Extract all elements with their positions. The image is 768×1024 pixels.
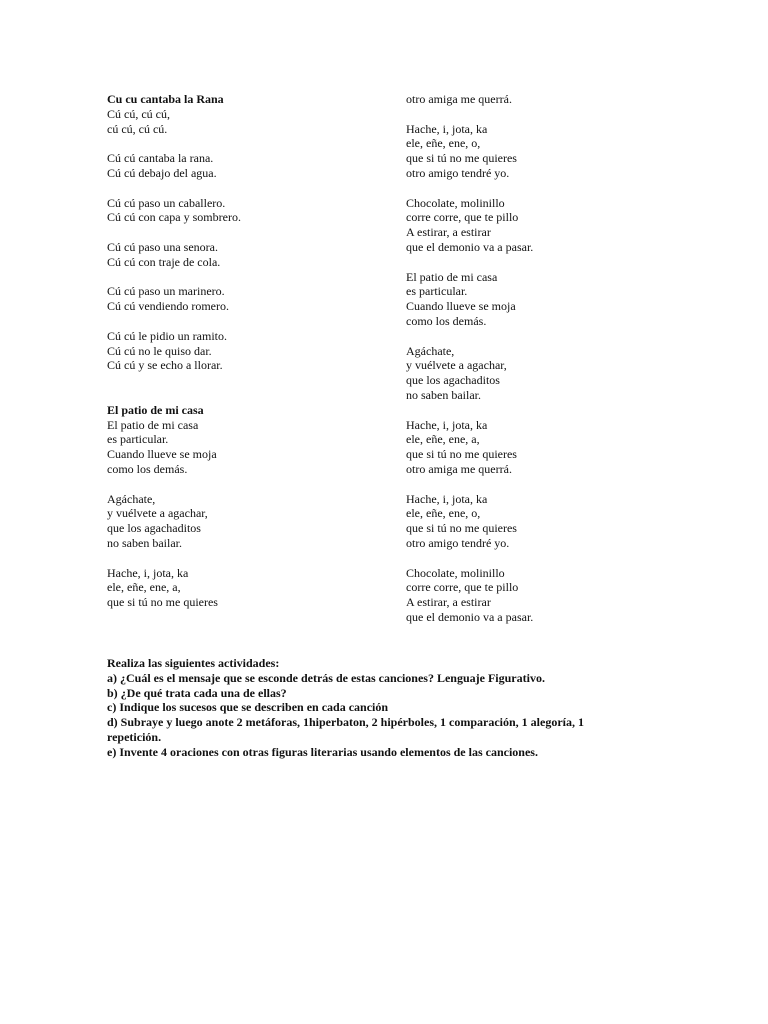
song-cu-cu-cantaba bbox=[107, 92, 377, 373]
stanza bbox=[107, 151, 377, 181]
lyric-line: Cú cú paso una senora. bbox=[107, 239, 218, 254]
lyric-line: El patio de mi casa bbox=[406, 269, 498, 284]
spacer bbox=[107, 388, 377, 403]
lyric-line: Cú cú vendiendo romero. bbox=[107, 299, 229, 314]
lyric-line: ele, eñe, ene, o, bbox=[406, 136, 481, 151]
lyric-line: no saben bailar. bbox=[406, 387, 481, 402]
lyric-line: El patio de mi casa bbox=[107, 417, 199, 432]
stanza bbox=[406, 92, 696, 107]
song-title: Cu cu cantaba la Rana bbox=[107, 92, 224, 106]
lyric-line: Cuando llueve se moja bbox=[107, 447, 217, 462]
lyric-line: que si tú no me quieres bbox=[406, 151, 517, 166]
activity-item: a) ¿Cuál es el mensaje que se esconde detrás de estas canciones? Lenguaje Figurativo. bbox=[107, 670, 545, 685]
lyric-line: ele, eñe, ene, o, bbox=[406, 506, 481, 521]
lyric-line: no saben bailar. bbox=[107, 535, 182, 550]
lyric-line: corre corre, que te pillo bbox=[406, 580, 519, 595]
lyric-line: A estirar, a estirar bbox=[406, 595, 491, 610]
stanza bbox=[406, 122, 696, 181]
stanza bbox=[406, 418, 696, 477]
lyric-line: que los agachaditos bbox=[107, 521, 201, 536]
stanza bbox=[406, 270, 696, 329]
lyric-line: otro amigo tendré yo. bbox=[406, 165, 510, 180]
lyric-line: Cú cú no le quiso dar. bbox=[107, 343, 212, 358]
lyric-line: como los demás. bbox=[107, 461, 188, 476]
lyric-line: Agáchate, bbox=[107, 491, 156, 506]
activity-item: e) Invente 4 oraciones con otras figuras literarias usando elementos de las canciones. bbox=[107, 744, 538, 759]
activities-heading: Realiza las siguientes actividades: bbox=[107, 656, 280, 670]
lyric-line: cú cú, cú cú. bbox=[107, 121, 168, 136]
stanza bbox=[406, 492, 696, 551]
lyric-line: Cuando llueve se moja bbox=[406, 299, 516, 314]
lyric-line: que si tú no me quieres bbox=[406, 521, 517, 536]
lyric-line: A estirar, a estirar bbox=[406, 225, 491, 240]
lyric-line: otro amiga me querrá. bbox=[406, 92, 512, 106]
lyric-line: Cú cú, cú cú, bbox=[107, 106, 170, 121]
activity-item: d) Subraye y luego anote 2 metáforas, 1hiperbaton, 2 hipérboles, 1 comparación, 1 alegoría, 1 repetición. bbox=[107, 715, 584, 744]
lyric-line: Cú cú debajo del agua. bbox=[107, 165, 217, 180]
lyric-line: Cú cú le pidio un ramito. bbox=[107, 328, 227, 343]
stanza bbox=[107, 329, 377, 373]
lyric-line: Agáchate, bbox=[406, 343, 455, 358]
lyric-line: ele, eñe, ene, a, bbox=[107, 580, 181, 595]
stanza bbox=[107, 284, 377, 314]
activity-item: b) ¿De qué trata cada una de ellas? bbox=[107, 685, 287, 700]
stanza bbox=[107, 196, 377, 226]
lyric-line: como los demás. bbox=[406, 313, 487, 328]
lyric-line: otro amigo tendré yo. bbox=[406, 535, 510, 550]
lyric-line: y vuélvete a agachar, bbox=[406, 358, 507, 373]
lyric-line: Cú cú con traje de cola. bbox=[107, 254, 221, 269]
lyric-line: que los agachaditos bbox=[406, 373, 500, 388]
lyric-line: otro amiga me querrá. bbox=[406, 461, 512, 476]
stanza bbox=[406, 196, 696, 255]
lyric-line: Cú cú y se echo a llorar. bbox=[107, 358, 223, 373]
stanza bbox=[406, 566, 696, 625]
lyric-line: Chocolate, molinillo bbox=[406, 195, 505, 210]
lyric-line: Cú cú con capa y sombrero. bbox=[107, 210, 241, 225]
left-column bbox=[107, 92, 377, 625]
activities-section bbox=[107, 656, 637, 760]
song-title: El patio de mi casa bbox=[107, 402, 204, 417]
right-column bbox=[406, 92, 696, 639]
lyric-line: que el demonio va a pasar. bbox=[406, 239, 534, 254]
lyric-line: Hache, i, jota, ka bbox=[107, 565, 189, 580]
stanza bbox=[406, 344, 696, 403]
lyric-line: y vuélvete a agachar, bbox=[107, 506, 208, 521]
lyric-line: que el demonio va a pasar. bbox=[406, 609, 534, 624]
stanza bbox=[107, 566, 377, 610]
lyric-line: es particular. bbox=[406, 284, 468, 299]
stanza bbox=[107, 240, 377, 270]
lyric-line: que si tú no me quieres bbox=[107, 595, 218, 610]
lyric-line: Hache, i, jota, ka bbox=[406, 491, 488, 506]
lyric-line: que si tú no me quieres bbox=[406, 447, 517, 462]
lyric-line: Chocolate, molinillo bbox=[406, 565, 505, 580]
stanza bbox=[107, 92, 377, 136]
lyric-line: ele, eñe, ene, a, bbox=[406, 432, 480, 447]
lyric-line: Hache, i, jota, ka bbox=[406, 417, 488, 432]
stanza bbox=[107, 492, 377, 551]
lyric-line: Cú cú cantaba la rana. bbox=[107, 151, 214, 166]
lyric-line: Cú cú paso un caballero. bbox=[107, 195, 226, 210]
lyric-line: es particular. bbox=[107, 432, 169, 447]
song-el-patio bbox=[107, 403, 377, 610]
lyric-line: Hache, i, jota, ka bbox=[406, 121, 488, 136]
stanza bbox=[107, 403, 377, 477]
lyric-line: Cú cú paso un marinero. bbox=[107, 284, 225, 299]
lyric-line: corre corre, que te pillo bbox=[406, 210, 519, 225]
activity-item: c) Indique los sucesos que se describen en cada canción bbox=[107, 700, 389, 715]
